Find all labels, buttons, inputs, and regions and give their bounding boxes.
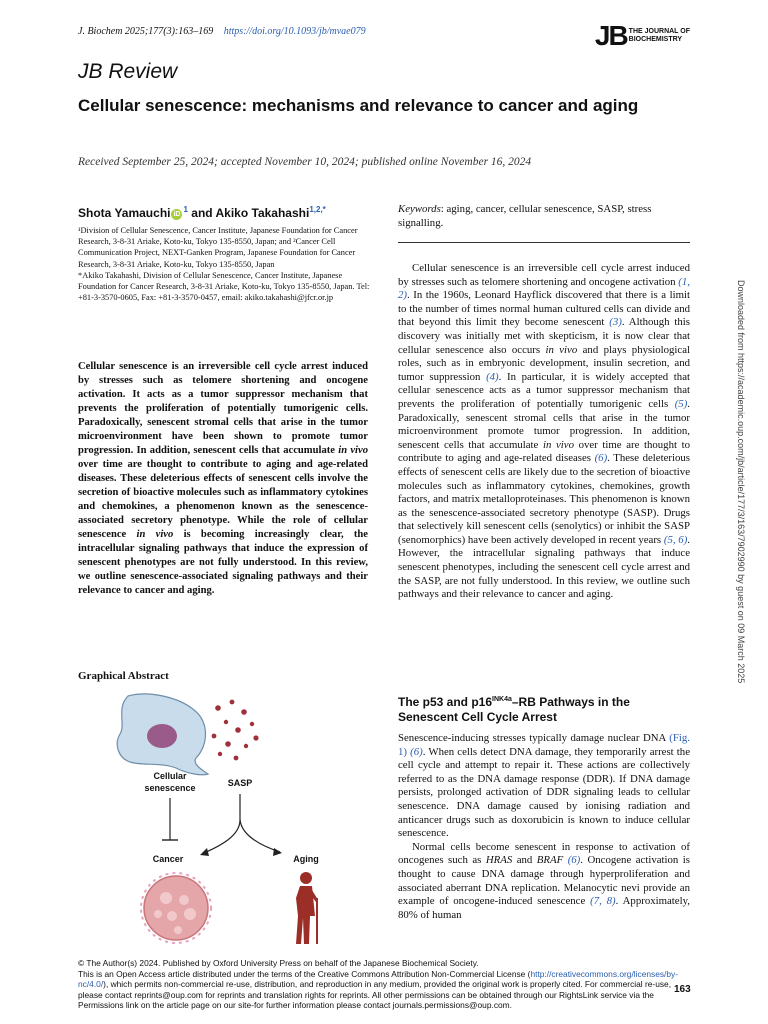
section-heading	[398, 692, 690, 725]
corresponding-author: *Akiko Takahashi, Division of Cellular Senescence, Cancer Institute, Japanese Foundation for Cancer Research, 3-8-31 Ariake, Koto-ku, Tokyo 135-8550, Japan. Tel: +81-3-3570-0605, Fax: +81-3-3570-0457, email: akiko.takahashi@jfcr.or.jp	[78, 270, 370, 303]
intro-text: over time are thought to contribute to aging and age-related diseases	[398, 438, 690, 465]
label-cellular-senescence: Cellular	[153, 771, 187, 781]
citation-link[interactable]: (6)	[410, 745, 423, 758]
keywords-list: : aging, cancer, cellular senescence, SASP, stress signalling.	[398, 203, 652, 229]
section-paragraph	[398, 732, 690, 841]
article-category: JB Review	[78, 60, 178, 83]
intro-text: . Paradoxically, senescent stromal cells that arise in the tumor microenvironment promote tumor progression. In addition, senescent cells that accumulate	[398, 397, 690, 451]
arrowhead-left	[200, 848, 209, 856]
abstract-text: Cellular senescence is an irreversible cell cycle arrest induced by stresses such as telomere shortening and oncogene activation. It acts as a tumor suppressor mechanism that prevents the proliferation of potentially tumorigenic cells. Paradoxically, senescent stromal cells that arise in the tumor microenvironment have been shown to promote tumor progression. In addition, senescent cells that accumulate	[78, 361, 368, 456]
citation-link[interactable]: (5, 6)	[663, 533, 688, 546]
section-heading-text: –RB Pathways in the Senescent Cell Cycle Arrest	[398, 695, 630, 724]
section-text: . Approximately, 80% of human	[398, 895, 691, 921]
intro-text: . In the 1960s, Leonard Hayflick discovered that there is a limit to the number of times normal human cultured cells can divide and that beyond this limit they become senescent	[398, 289, 690, 329]
keywords-label: Keywords	[398, 203, 441, 215]
license-footer	[78, 958, 678, 1011]
section-text: Normal cells become senescent in response to activation of oncogenes such as	[398, 840, 690, 867]
abstract-italic: in vivo	[136, 529, 174, 540]
logo-mark: JB	[594, 20, 627, 51]
figure-link[interactable]: (Fig. 1)	[398, 732, 690, 758]
copyright-line: © The Author(s) 2024. Published by Oxford University Press on behalf of the Japanese Biochemical Society.	[78, 958, 479, 968]
elderly-person-figure	[296, 872, 318, 944]
section-text: . Oncogene activation is thought to cause DNA damage through hyperproliferation and associated aberrant DNA replication. Melanocytic nevi provide an example of oncogene-induced senescence	[398, 854, 690, 908]
label-cancer: Cancer	[152, 854, 184, 864]
author-line	[78, 205, 326, 220]
arrowhead-right	[273, 848, 282, 856]
license-text-part: This is an Open Access article distributed under the terms of the Creative Commons Attribution Non-Commercial License (	[78, 968, 531, 979]
intro-text: . In particular, it is widely accepted that cellular senescence acts as a tumor suppressor mechanism that prevents the proliferation of potentially tumorigenic cells	[398, 370, 690, 410]
affiliation-text: ¹Division of Cellular Senescence, Cancer Institute, Japanese Foundation for Cancer Research, 3-8-31 Ariake, Koto-ku, Tokyo 135-8550, Japan; and ²Cancer Cell Communication Project, NEXT-Ganken Program, Japanese Foundation for Cancer Research, 3-8-31 Ariake, Koto-ku, Tokyo 135-8550, Japan	[78, 226, 358, 269]
affiliations	[78, 225, 378, 303]
logo-line2: BIOCHEMISTRY	[628, 36, 683, 43]
page-number: 163	[674, 984, 691, 995]
cell-nucleus	[147, 724, 177, 748]
intro-italic: in vivo	[545, 343, 578, 356]
sasp-arrow-left	[202, 794, 240, 854]
intro-text: Cellular senescence is an irreversible cell cycle arrest induced by stresses such as telomere shortening and oncogene activation	[398, 262, 690, 288]
intro-italic: in vivo	[542, 438, 574, 451]
abstract-italic: in vivo	[338, 445, 368, 456]
license-text-part: ), which permits non-commercial re-use, distribution, and reproduction in any medium, provided the original work is properly cited. For commercial re-use, please contact reprints@oup.com for reprints and translation rights for reprints. All other permissions can be obtained through our RightsLink service via the Permissions link on the article page on our site-for further information please contact journals.permissions@oup.com.	[78, 979, 672, 1011]
section-paragraph	[398, 841, 690, 923]
graphical-abstract-figure	[110, 688, 350, 950]
section-text: . When cells detect DNA damage, they temporarily arrest the cell cycle and attempt to repair it. These actions are collectively referred to as the DNA damage response (DDR). If DNA damage persists, prolonged activation of DDR signaling leads to cellular senescence. DNA damage caused by ionising radiation and anticancer drugs such as doxorubicin is known to induce cellular senescence.	[398, 745, 690, 840]
label-aging: Aging	[293, 854, 319, 864]
citation-link[interactable]: (1, 2)	[398, 275, 690, 302]
section-text: Senescence-inducing stresses typically damage nuclear DNA	[398, 732, 670, 744]
author-affil-sup: 1,2,*	[309, 205, 326, 214]
tumor-illustration	[141, 873, 211, 943]
section-heading-sup: INK4a	[492, 696, 512, 703]
citation-link[interactable]: (3)	[609, 316, 622, 329]
sasp-arrow-right	[240, 820, 280, 852]
logo-text	[629, 28, 690, 44]
doi-link[interactable]: https://doi.org/10.1093/jb/mvae079	[223, 26, 366, 37]
intro-text: . However, the intracellular signaling pathways that induce senescent phenotypes, including the senescent cell cycle arrest and the SASP, are not fully understood. In this review, we outline such pathways and their relevance to cancer and aging.	[398, 533, 690, 601]
article-dates: Received September 25, 2024; accepted November 10, 2024; published online November 16, 2024	[78, 156, 532, 168]
license-link[interactable]: http://creativecommons.org/licenses/by-nc/4.0/	[78, 968, 679, 990]
logo-line1: THE JOURNAL OF	[628, 28, 690, 35]
intro-text: and plays physiological roles, such as in embryonic development, insulin secretion, and tumor suppression	[398, 343, 690, 383]
citation-text: J. Biochem 2025;177(3):163–169	[78, 26, 214, 37]
label-cellular-senescence-2: senescence	[144, 783, 196, 793]
citation-link[interactable]: (4)	[486, 370, 499, 383]
citation-link[interactable]: (7, 8)	[590, 895, 616, 908]
section-body	[398, 732, 690, 922]
intro-text: . Although this discovery was initially met with skepticism, it is now clear that cellular senescence also occurs	[398, 316, 690, 356]
gene-name: BRAF	[536, 854, 564, 867]
journal-citation	[78, 26, 366, 37]
abstract-text: is becoming increasingly clear, the intracellular signaling pathways that induce the expression of senescent phenotypes are not fully understood. In this review, we outline senescence-associated signaling pathways and their relevance to cancer and aging.	[78, 529, 368, 596]
label-sasp: SASP	[227, 778, 253, 788]
author-name[interactable]: Akiko Takahashi	[215, 206, 310, 220]
article-title: Cellular senescence: mechanisms and relevance to cancer and aging	[78, 96, 639, 115]
divider	[398, 242, 690, 243]
citation-link[interactable]: (6)	[567, 854, 581, 867]
section-text: and	[512, 854, 537, 867]
author-affil-sup: 1	[183, 205, 188, 214]
keywords	[398, 202, 690, 230]
intro-text: . These deleterious effects of senescent cells are likely due to the secretion of bioactive molecules such as inflammatory cytokines, chemokines, growth factors, and matrix metalloproteinases. This phenomenon is known as the senescence-associated secretory phenotype (SASP). Drugs that selectively kill senescent cells (senolytics) or inhibit the SASP (senomorphics) have been actively developed in recent years	[398, 452, 690, 546]
section-heading-text: The p53 and p16	[398, 695, 493, 709]
orcid-icon[interactable]: iD	[173, 211, 181, 218]
license-text	[78, 969, 678, 1011]
sasp-dots	[212, 700, 259, 761]
download-watermark	[736, 280, 750, 780]
abstract-text: over time are thought to contribute to aging and age-related diseases. These deleterious effects of senescent cells involve the secretion of bioactive molecules such as inflammatory cytokines and chemokines, a phenomenon known as the senescence-associated secretory phenotype. While the role of cellular senescence	[78, 459, 368, 540]
abstract	[78, 360, 368, 598]
author-conjunction: and	[187, 206, 216, 220]
introduction	[398, 262, 690, 602]
graphical-abstract-label: Graphical Abstract	[78, 670, 169, 682]
gene-name: HRAS	[485, 854, 513, 867]
journal-logo	[595, 22, 690, 50]
download-watermark-text: Downloaded from https://academic.oup.com/jb/article/177/3/163/7902990 by guest on 09 March 2025	[736, 280, 746, 684]
citation-link[interactable]: (6)	[594, 452, 608, 465]
author-name[interactable]: Shota Yamauchi	[78, 206, 171, 220]
citation-link[interactable]: (5)	[674, 397, 688, 410]
intro-paragraph	[398, 262, 690, 602]
